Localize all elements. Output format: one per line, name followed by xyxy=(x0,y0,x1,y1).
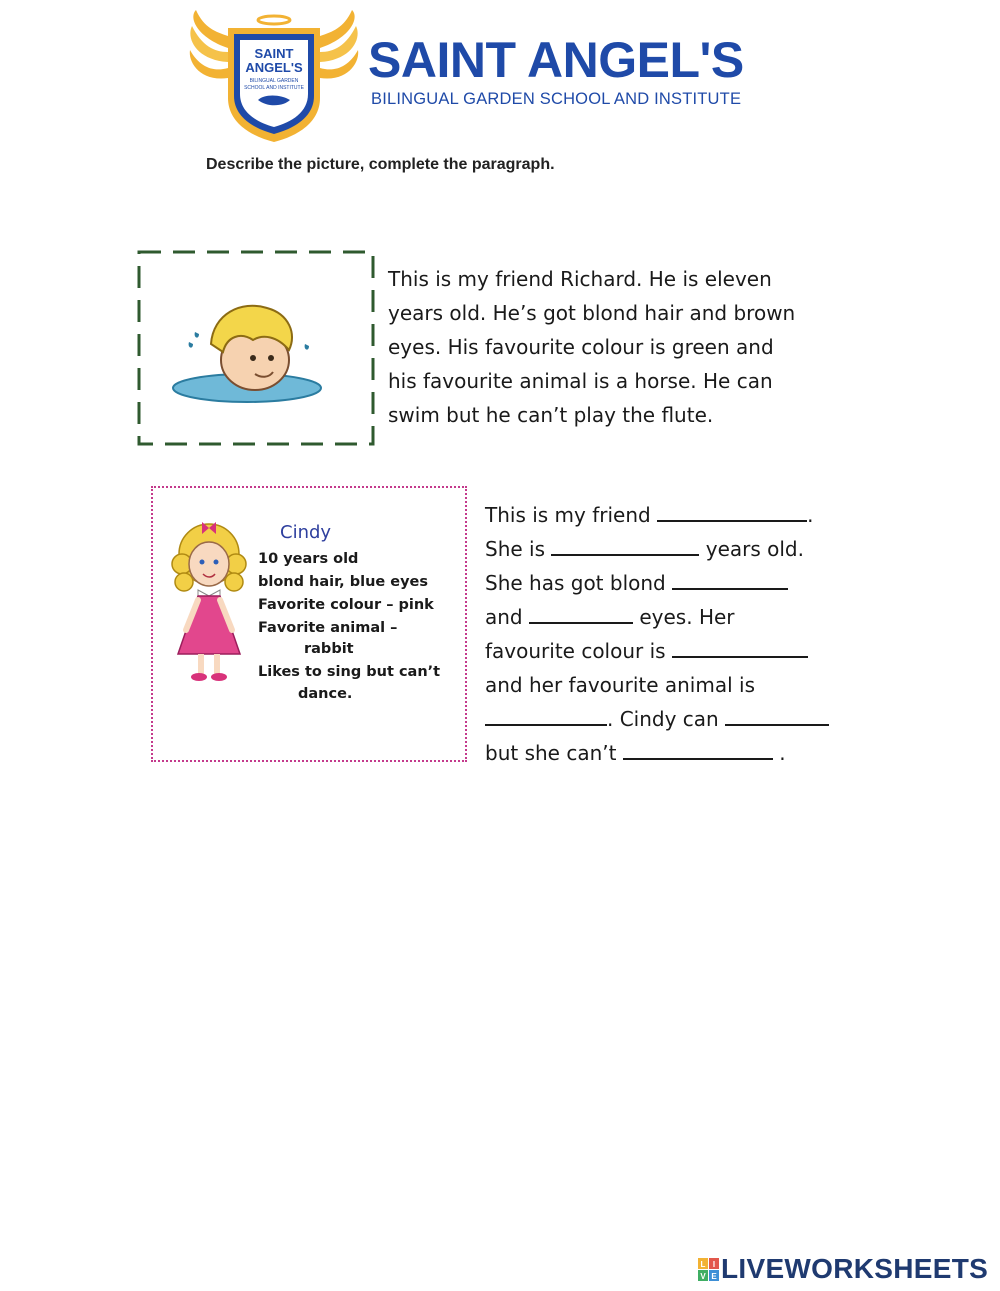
blank-eye-colour[interactable] xyxy=(529,604,633,624)
cindy-fact: blond hair, blue eyes xyxy=(258,574,429,590)
school-subtitle: BILINGUAL GARDEN SCHOOL AND INSTITUTE xyxy=(371,90,742,108)
crest-text-1: SAINT xyxy=(254,46,294,61)
svg-text:V: V xyxy=(700,1272,706,1281)
school-name: SAINT ANGEL'S xyxy=(368,32,744,88)
cindy-line-7: . Cindy can xyxy=(485,702,829,736)
blank-name[interactable] xyxy=(657,502,807,522)
blank-age[interactable] xyxy=(551,536,699,556)
cindy-name-label: Cindy xyxy=(280,522,332,543)
richard-line: swim but he can’t play the flute. xyxy=(388,403,714,427)
svg-text:I: I xyxy=(712,1260,716,1269)
cindy-picture xyxy=(168,514,250,684)
cindy-line-4: and eyes. Her xyxy=(485,605,735,629)
blank-can[interactable] xyxy=(725,706,829,726)
cindy-paragraph xyxy=(485,498,829,770)
blank-animal[interactable] xyxy=(485,706,607,726)
richard-line: This is my friend Richard. He is eleven xyxy=(388,267,772,291)
richard-line: years old. He’s got blond hair and brown xyxy=(388,301,796,325)
richard-paragraph xyxy=(388,262,795,432)
crest-text-4: SCHOOL AND INSTITUTE xyxy=(244,85,304,91)
crest-text-3: BILINGUAL GARDEN xyxy=(249,78,299,84)
liveworksheets-logo-icon xyxy=(698,1258,720,1282)
school-crest-logo xyxy=(188,8,360,144)
svg-text:E: E xyxy=(711,1272,717,1281)
cindy-fact: rabbit xyxy=(304,641,354,657)
crest-text-2: ANGEL'S xyxy=(245,60,303,75)
cindy-line-2: She is years old. xyxy=(485,537,804,561)
blank-cant[interactable] xyxy=(623,740,773,760)
cindy-fact: dance. xyxy=(298,686,353,702)
instruction-text: Describe the picture, complete the paragraph. xyxy=(206,156,555,173)
richard-line: eyes. His favourite colour is green and xyxy=(388,335,774,359)
liveworksheets-brand[interactable]: LIVEWORKSHEETS xyxy=(721,1253,989,1284)
blank-colour[interactable] xyxy=(672,638,808,658)
cindy-line-5: favourite colour is xyxy=(485,634,829,668)
cindy-fact: 10 years old xyxy=(258,551,359,567)
cindy-fact: Likes to sing but can’t xyxy=(258,664,441,680)
cindy-line-3: She has got blond xyxy=(485,566,829,600)
cindy-line-1: This is my friend . xyxy=(485,503,814,527)
cindy-fact: Favorite colour – pink xyxy=(258,597,434,613)
richard-line: his favourite animal is a horse. He can xyxy=(388,369,773,393)
cindy-line-8: but she can’t . xyxy=(485,741,786,765)
cindy-fact: Favorite animal – xyxy=(258,620,398,636)
blank-hair[interactable] xyxy=(672,570,788,590)
cindy-line-6: and her favourite animal is xyxy=(485,673,755,697)
richard-picture xyxy=(137,248,377,448)
svg-text:L: L xyxy=(700,1260,706,1269)
